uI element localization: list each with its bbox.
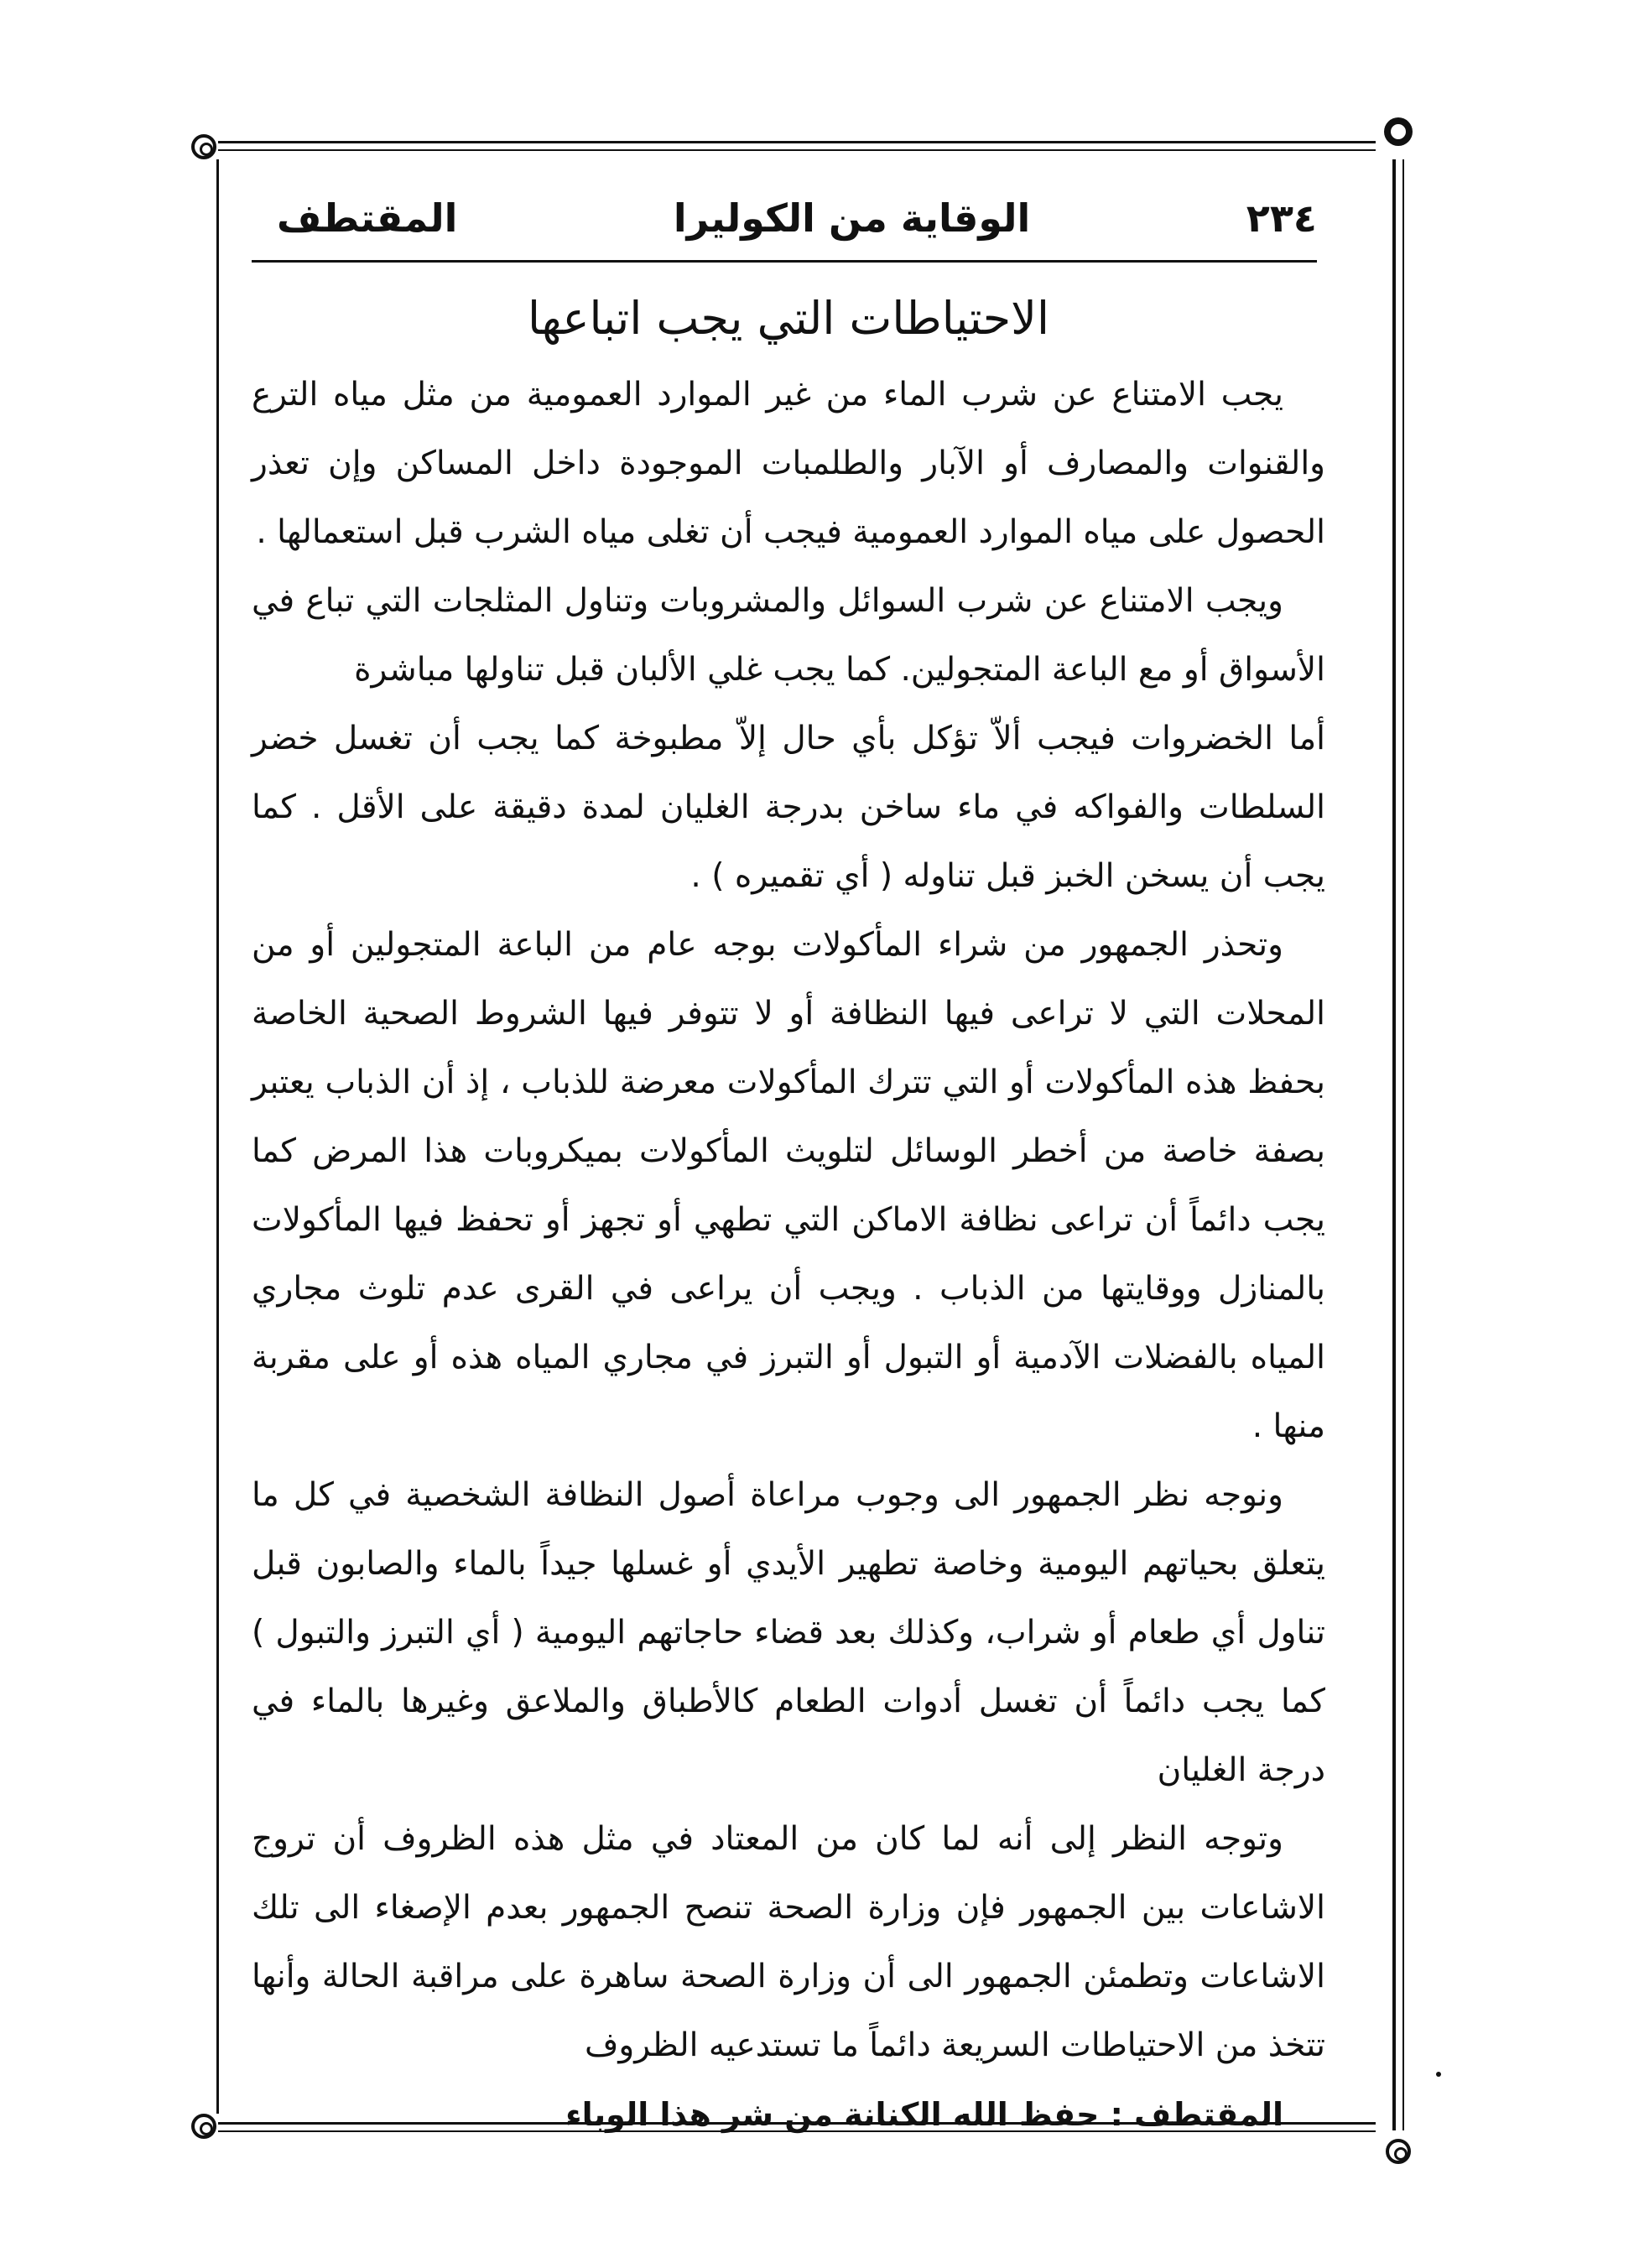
frame-top-line-outer bbox=[218, 141, 1376, 143]
frame-ornament-bottom-left-icon bbox=[191, 2114, 216, 2139]
signature-line: المقتطف : حفظ الله الكنانة من شر هذا الوباء bbox=[565, 2096, 1283, 2133]
header-rule bbox=[252, 260, 1317, 263]
frame-ornament-top-left-icon bbox=[191, 134, 216, 159]
running-header bbox=[277, 185, 1317, 252]
paragraph-vegetables: أما الخضروات فيجب ألاّ تؤكل بأي حال إلاّ مطبوخة كما يجب أن تغسل خضر السلطات والفواكه في ماء ساخن بدرجة الغليان لمدة دقيقة على الأقل . كما يجب أن يسخن الخبز قبل تناوله ( أي تقميره ) . bbox=[252, 720, 1325, 895]
paragraph-food-vendors: وتحذر الجمهور من شراء المأكولات بوجه عام من الباعة المتجولين أو من المحلات التي لا تراعى فيها النظافة أو لا تتوفر فيها الشروط الصحية الخاصة بحفظ هذه المأكولات أو التي تترك المأكولات معرضة للذباب ، إذ أن الذباب يعتبر بصفة خاصة من أخطر الوسائل لتلويث المأكولات بميكروبات هذا المرض كما يجب دائماً أن تراعى نظافة الاماكن التي تطهي أو تجهز أو تحفظ فيها المأكولات بالمنازل ووقايتها من الذباب . ويجب أن يراعى في القرى عدم تلوث مجاري المياه بالفضلات الآدمية أو التبول أو التبرز في مجاري المياه هذه أو على مقربة منها . bbox=[252, 926, 1325, 1445]
journal-name: المقتطف bbox=[277, 195, 458, 241]
section-title: الاحتياطات التي يجب اتباعها bbox=[527, 292, 1049, 345]
article-body bbox=[252, 285, 1325, 2149]
stray-dot bbox=[1436, 2072, 1441, 2077]
paragraph-personal-hygiene: ونوجه نظر الجمهور الى وجوب مراعاة أصول النظافة الشخصية في كل ما يتعلق بحياتهم اليومية وخاصة تطهير الأيدي أو غسلها جيداً بالماء والصابون قبل تناول أي طعام أو شراب، وكذلك بعد قضاء حاجاتهم اليومية ( أي التبرز والتبول ) كما يجب دائماً أن تغسل أدوات الطعام كالأطباق والملاعق وغيرها بالماء في درجة الغليان bbox=[252, 1476, 1325, 1789]
frame-ornament-top-right-icon bbox=[1384, 117, 1413, 146]
frame-ornament-bottom-right-icon bbox=[1386, 2139, 1411, 2164]
frame-left-line bbox=[216, 159, 219, 2114]
frame-right-line-inner bbox=[1402, 159, 1404, 2130]
paragraph-rumors: وتوجه النظر إلى أنه لما كان من المعتاد في مثل هذه الظروف أن تروج الاشاعات بين الجمهور فإن وزارة الصحة تنصح الجمهور بعدم الإصغاء الى تلك الاشاعات وتطمئن الجمهور الى أن وزارة الصحة ساهرة على مراقبة الحالة وأنها تتخذ من الاحتياطات السريعة دائماً ما تستدعيه الظروف bbox=[252, 1820, 1325, 2064]
page-number: ٢٣٤ bbox=[1246, 195, 1317, 241]
running-title: الوقاية من الكوليرا bbox=[673, 195, 1031, 241]
frame-top-line-inner bbox=[218, 149, 1376, 151]
frame-right-line-outer bbox=[1392, 159, 1396, 2130]
paragraph-water: يجب الامتناع عن شرب الماء من غير الموارد العمومية من مثل مياه الترع والقنوات والمصارف أو الآبار والطلمبات الموجودة داخل المساكن وإن تعذر الحصول على مياه الموارد العمومية فيجب أن تغلى مياه الشرب قبل استعمالها . bbox=[252, 376, 1325, 551]
paragraph-drinks: ويجب الامتناع عن شرب السوائل والمشروبات وتناول المثلجات التي تباع في الأسواق أو مع الباعة المتجولين. كما يجب غلي الألبان قبل تناولها مباشرة bbox=[252, 582, 1325, 689]
